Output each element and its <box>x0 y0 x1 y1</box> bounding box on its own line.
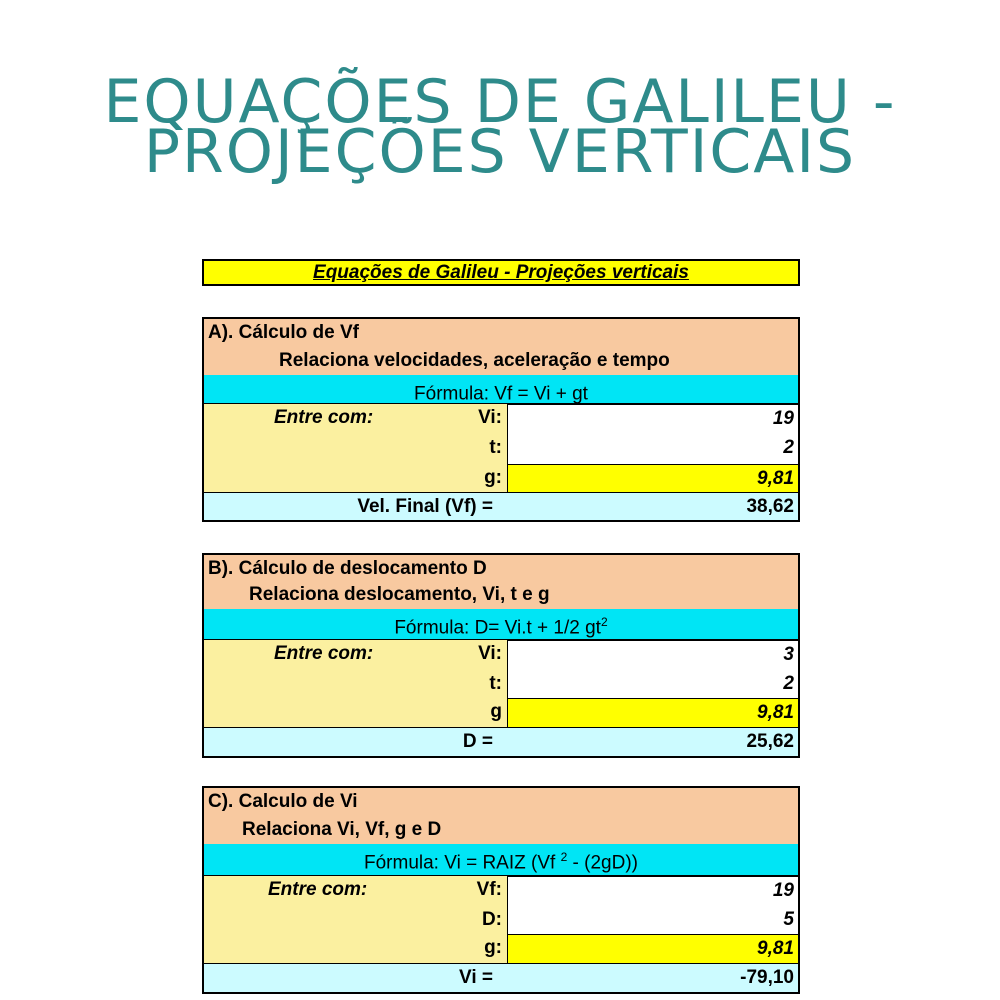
section-c-input-row-2 <box>204 906 798 934</box>
entre-com-label: Entre com: <box>274 407 374 428</box>
section-b-input-row-2 <box>204 670 798 698</box>
section-c-subtitle: Relaciona Vi, Vf, g e D <box>204 816 798 844</box>
section-b-header: B). Cálculo de deslocamento D <box>204 555 798 581</box>
input-vf-field[interactable]: 19 <box>507 876 798 906</box>
result-label: Vi = <box>459 967 493 988</box>
section-b-formula <box>204 609 798 640</box>
section-b-input-row-3 <box>204 698 798 727</box>
input-g-field[interactable]: 9,81 <box>507 934 798 963</box>
input-label: t: <box>489 673 502 694</box>
input-label: Vi: <box>478 407 502 428</box>
result-value: 25,62 <box>746 731 794 752</box>
section-b-formula-sup: 2 <box>600 615 608 629</box>
section-c <box>202 786 800 994</box>
input-label: Vf: <box>476 879 502 900</box>
section-a-input-row-2 <box>204 434 798 464</box>
result-label: Vel. Final (Vf) = <box>357 496 493 517</box>
section-b-subtitle: Relaciona deslocamento, Vi, t e g <box>204 581 798 609</box>
section-a-subtitle: Relaciona velocidades, aceleração e tempo <box>204 347 798 375</box>
section-c-formula <box>204 844 798 876</box>
entre-com-label: Entre com: <box>268 879 368 900</box>
input-g-field[interactable]: 9,81 <box>507 698 798 727</box>
input-label: D: <box>481 909 502 930</box>
input-label: Vi: <box>478 643 502 664</box>
input-d-field[interactable]: 5 <box>507 906 798 934</box>
section-b-formula-text: Fórmula: D= Vi.t + 1/2 gt <box>394 617 601 639</box>
section-c-formula-sup: 2 <box>560 850 568 864</box>
input-label: t: <box>489 437 502 458</box>
input-g-field[interactable]: 9,81 <box>507 464 798 492</box>
section-c-formula-tail: - (2gD)) <box>567 852 638 874</box>
section-a-result <box>204 492 798 520</box>
section-c-formula-text: Fórmula: Vi = RAIZ (Vf <box>364 852 561 874</box>
page-title-line1: EQUAÇÕES DE GALILEU - <box>103 67 897 137</box>
section-b-input-row-1 <box>204 640 798 670</box>
input-vi-field[interactable]: 19 <box>507 404 798 434</box>
section-c-header: C). Calculo de Vi <box>204 788 798 816</box>
section-a-input-row-1 <box>204 404 798 434</box>
result-label: D = <box>462 731 493 752</box>
section-a-formula <box>204 375 798 404</box>
result-value: -79,10 <box>740 967 794 988</box>
entre-com-label: Entre com: <box>274 643 374 664</box>
input-t-field[interactable]: 2 <box>507 434 798 464</box>
result-value: 38,62 <box>746 496 794 517</box>
page-title-line2: PROJEÇÕES VERTICAIS <box>143 117 857 187</box>
sheet-banner-text: Equações de Galileu - Projeções verticais <box>313 262 689 283</box>
section-b <box>202 553 800 758</box>
sheet-banner <box>202 259 800 286</box>
input-vi-field[interactable]: 3 <box>507 640 798 670</box>
section-a <box>202 317 800 522</box>
section-a-header: A). Cálculo de Vf <box>204 319 798 347</box>
input-t-field[interactable]: 2 <box>507 670 798 698</box>
input-label: g: <box>484 467 502 488</box>
section-b-result <box>204 727 798 756</box>
section-c-result <box>204 963 798 992</box>
section-a-formula-text: Fórmula: Vf = Vi + gt <box>414 383 588 405</box>
section-c-input-row-3 <box>204 934 798 963</box>
section-a-input-row-3 <box>204 464 798 492</box>
input-label: g <box>490 701 502 722</box>
input-label: g: <box>484 937 502 958</box>
section-c-input-row-1 <box>204 876 798 906</box>
